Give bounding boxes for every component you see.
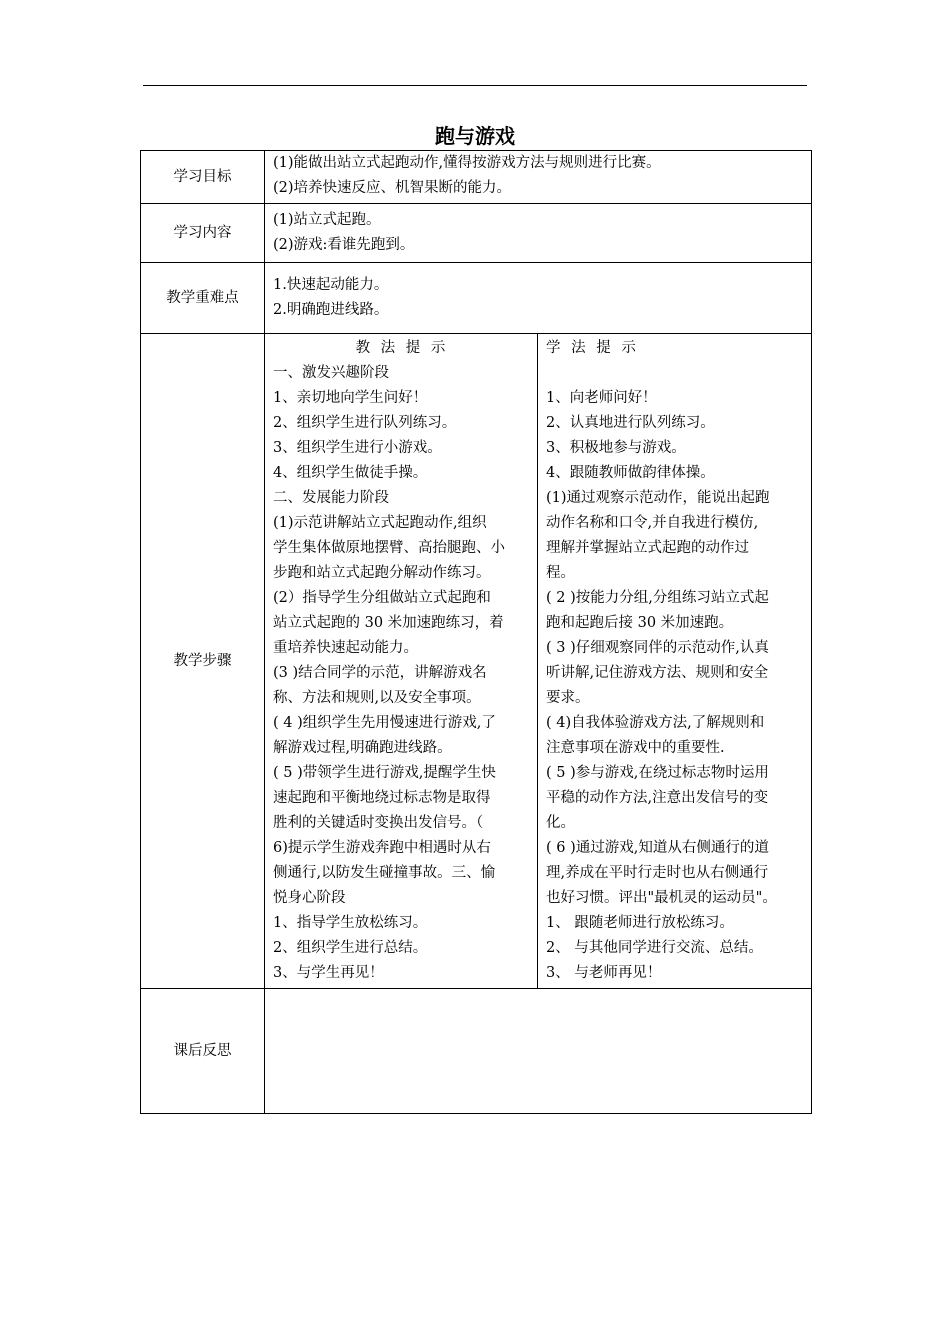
teaching-tip-line: 悦身心阶段 — [273, 890, 346, 906]
teaching-tip-line: ( 4 )组织学生先用慢速进行游戏,了 — [273, 715, 496, 731]
learning-tip-line: 2、认真地进行队列练习。 — [546, 415, 715, 431]
teaching-tip-line: 6)提示学生游戏奔跑中相遇时从右 — [273, 840, 491, 856]
reflection-row — [141, 989, 812, 1114]
teaching-tip-line: (3 )结合同学的示范，讲解游戏名 — [273, 665, 487, 681]
teaching-tip-line: 学生集体做原地摆臂、高抬腿跑、小 — [273, 540, 505, 556]
learning-tip-line: ( 4)自我体验游戏方法,了解规则和 — [546, 715, 765, 731]
lesson-plan-table — [140, 150, 812, 1114]
teaching-tip-line: 称、方法和规则,以及安全事项。 — [273, 690, 481, 706]
content-row — [141, 204, 812, 263]
key-points-cell — [265, 263, 812, 334]
teaching-tip-line: 2、组织学生进行总结。 — [273, 940, 428, 956]
learning-tips-cell — [538, 334, 812, 989]
teaching-tip-line: 站立式起跑的 30 米加速跑练习，着 — [273, 615, 504, 631]
learning-tip-line: 1、向老师问好！ — [546, 390, 657, 406]
content-cell — [265, 204, 812, 263]
teaching-tip-line: (1)示范讲解站立式起跑动作,组织 — [273, 515, 487, 531]
teaching-tip-line: 胜利的关键适时变换出发信号。（ — [273, 815, 484, 831]
teaching-tip-line: 1、指导学生放松练习。 — [273, 915, 428, 931]
learning-tip-line: 1、 跟随老师进行放松练习。 — [546, 915, 734, 931]
key-points-line: 2.明确跑进线路。 — [273, 302, 389, 318]
teaching-tip-line: 2、组织学生进行队列练习。 — [273, 415, 457, 431]
teaching-tip-line: ( 5 )带领学生进行游戏,提醒学生快 — [273, 765, 496, 781]
teaching-tip-line: 重培养快速起动能力。 — [273, 640, 418, 656]
key-points-label: 教学重难点 — [141, 263, 265, 334]
learning-tip-line — [546, 361, 805, 386]
steps-row — [141, 334, 812, 989]
teaching-tip-line: 解游戏过程,明确跑进线路。 — [273, 740, 452, 756]
learning-tip-line: 理,养成在平时行走时也从右侧通行 — [546, 865, 769, 881]
learning-tips-list — [546, 361, 805, 986]
learning-tip-line: ( 6 )通过游戏,知道从右侧通行的道 — [546, 840, 769, 856]
teaching-tip-line: 3、组织学生进行小游戏。 — [273, 440, 442, 456]
content-line: (1)站立式起跑。 — [273, 212, 381, 228]
learning-tip-line: 跑和起跑后接 30 米加速跑。 — [546, 615, 734, 631]
learning-tip-line: 程。 — [546, 565, 575, 581]
learning-tip-line: ( 5 )参与游戏,在绕过标志物时运用 — [546, 765, 769, 781]
teaching-tips-header: 教 法 提 示 — [355, 340, 449, 356]
teaching-tips-cell — [265, 334, 538, 989]
teaching-tip-line: 4、组织学生做徒手操。 — [273, 465, 428, 481]
teaching-tip-line: 侧通行,以防发生碰撞事故。三、愉 — [273, 865, 496, 881]
learning-tip-line: ( 3 )仔细观察同伴的示范动作,认真 — [546, 640, 769, 656]
learning-tip-line: 3、积极地参与游戏。 — [546, 440, 686, 456]
objectives-cell — [265, 151, 812, 204]
teaching-tips-list — [273, 361, 531, 986]
learning-tip-line: 4、跟随教师做韵律体操。 — [546, 465, 715, 481]
learning-tip-line: 化。 — [546, 815, 575, 831]
teaching-tip-line: 3、与学生再见！ — [273, 965, 384, 981]
teaching-tip-line: (2）指导学生分组做站立式起跑和 — [273, 590, 491, 606]
learning-tip-line: ( 2 )按能力分组,分组练习站立式起 — [546, 590, 769, 606]
page-title: 跑与游戏 — [435, 124, 515, 148]
learning-tip-line: 3、 与老师再见！ — [546, 965, 662, 981]
learning-tip-line: 要求。 — [546, 690, 590, 706]
learning-tip-line: 平稳的动作方法,注意出发信号的变 — [546, 790, 769, 806]
learning-tip-line: 也好习惯。评出"最机灵的运动员"。 — [546, 890, 777, 906]
content-label: 学习内容 — [141, 204, 265, 263]
teaching-tip-line: 一、激发兴趣阶段 — [273, 365, 389, 381]
content-line: (2)游戏:看谁先跑到。 — [273, 237, 415, 253]
objectives-row — [141, 151, 812, 204]
teaching-tip-line: 二、发展能力阶段 — [273, 490, 389, 506]
learning-tip-line: 听讲解,记住游戏方法、规则和安全 — [546, 665, 769, 681]
objectives-line: (2)培养快速反应、机智果断的能力。 — [273, 180, 512, 196]
learning-tip-line: (1)通过观察示范动作，能说出起跑 — [546, 490, 770, 506]
teaching-tip-line: 速起跑和平衡地绕过标志物是取得 — [273, 790, 491, 806]
learning-tip-line: 注意事项在游戏中的重要性. — [546, 740, 725, 756]
objectives-line: (1)能做出站立式起跑动作,懂得按游戏方法与规则进行比赛。 — [273, 155, 661, 171]
header-rule — [143, 85, 807, 86]
learning-tip-line: 2、 与其他同学进行交流、总结。 — [546, 940, 763, 956]
key-points-row — [141, 263, 812, 334]
reflection-label: 课后反思 — [141, 989, 265, 1114]
steps-label: 教学步骤 — [141, 334, 265, 989]
objectives-label: 学习目标 — [141, 151, 265, 204]
key-points-line: 1.快速起动能力。 — [273, 277, 389, 293]
teaching-tip-line: 步跑和站立式起跑分解动作练习。 — [273, 565, 491, 581]
reflection-cell — [265, 989, 812, 1114]
learning-tips-header: 学 法 提 示 — [546, 340, 639, 356]
teaching-tip-line: 1、亲切地向学生问好！ — [273, 390, 428, 406]
learning-tip-line: 理解并掌握站立式起跑的动作过 — [546, 540, 749, 556]
learning-tip-line: 动作名称和口令,并自我进行模仿, — [546, 515, 759, 531]
